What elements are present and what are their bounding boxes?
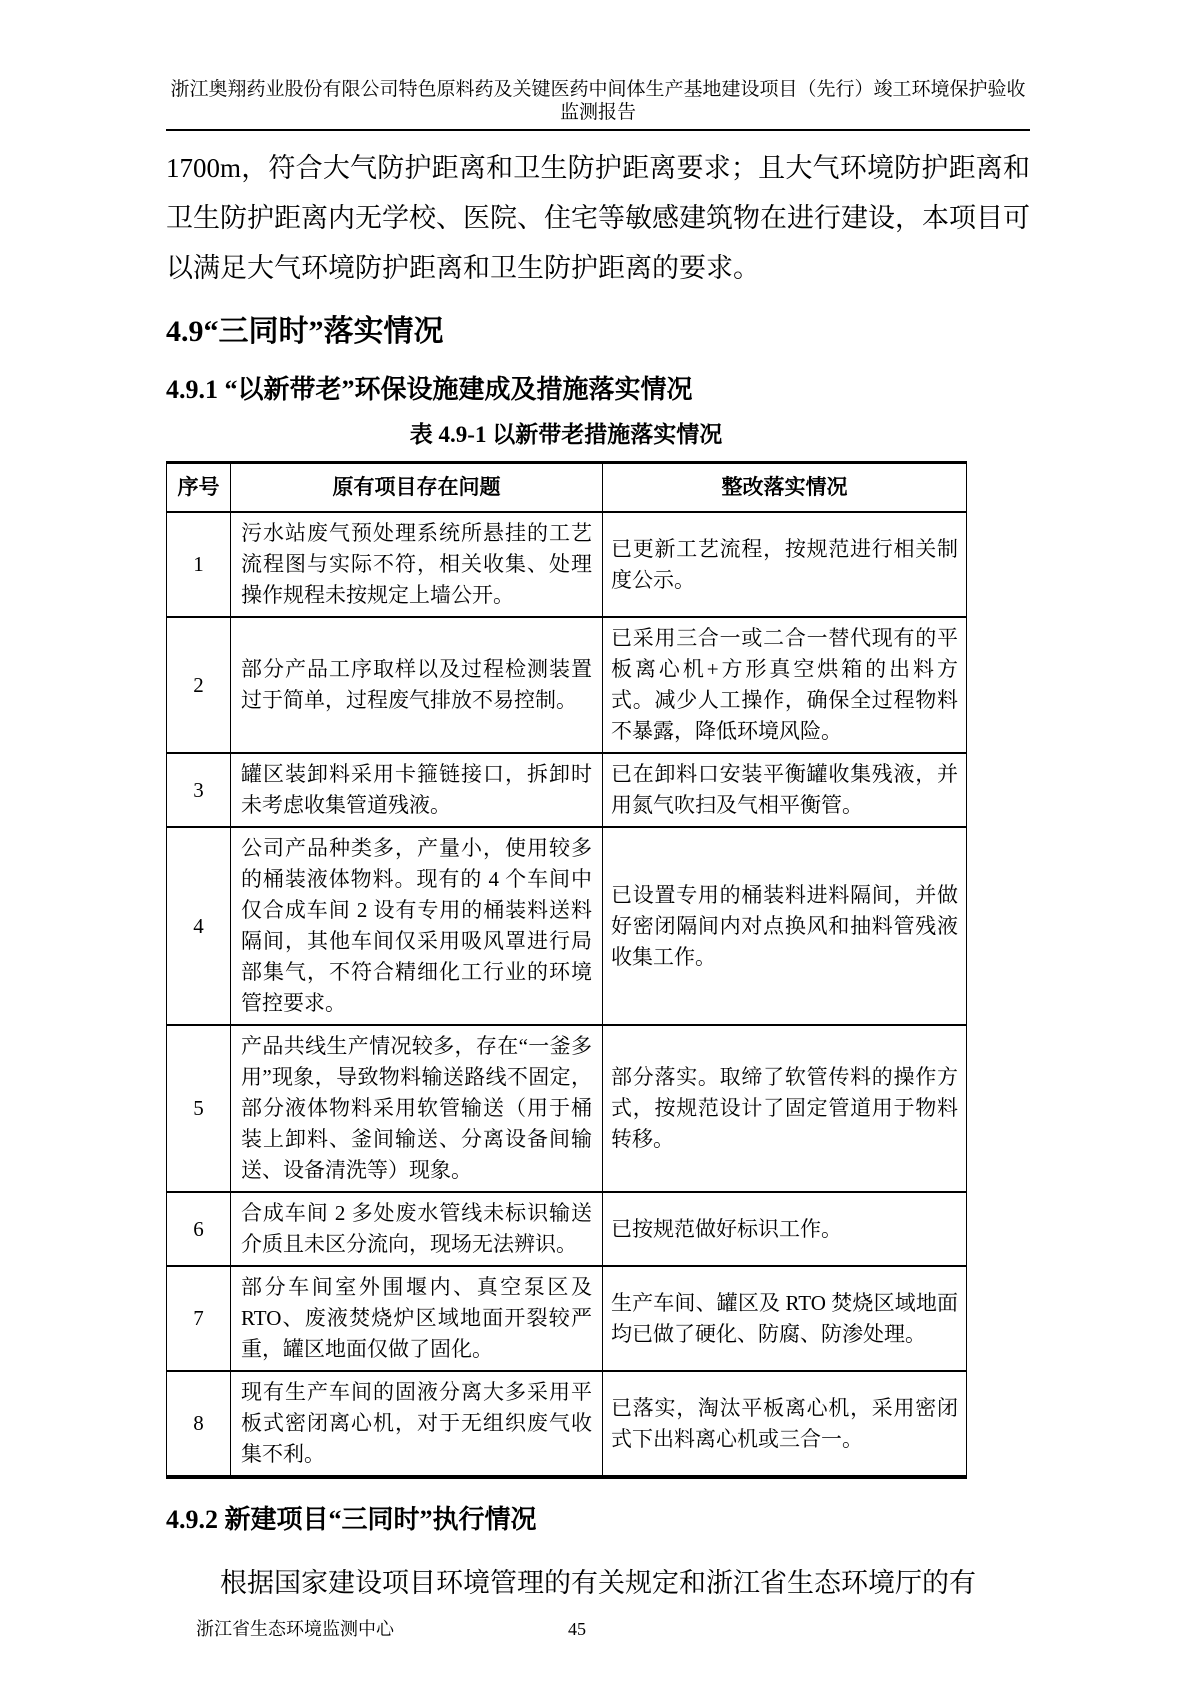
- row-number-cell: 1: [167, 512, 231, 617]
- measures-table: [166, 461, 967, 1479]
- table-row: [167, 753, 967, 827]
- row-number-cell: 3: [167, 753, 231, 827]
- table-row: [167, 617, 967, 753]
- col-header-action: 整改落实情况: [603, 463, 967, 513]
- row-number-cell: 7: [167, 1266, 231, 1371]
- problem-cell: 污水站废气预处理系统所悬挂的工艺流程图与实际不符，相关收集、处理操作规程未按规定上墙公开。: [231, 512, 603, 617]
- table-header-row: [167, 463, 967, 513]
- row-number-cell: 4: [167, 827, 231, 1025]
- problem-cell: 罐区装卸料采用卡箍链接口，拆卸时未考虑收集管道残液。: [231, 753, 603, 827]
- table-row: [167, 1192, 967, 1266]
- action-cell: 已在卸料口安装平衡罐收集残液，并用氮气吹扫及气相平衡管。: [603, 753, 967, 827]
- row-number-cell: 2: [167, 617, 231, 753]
- closing-paragraph: 根据国家建设项目环境管理的有关规定和浙江省生态环境厅的有: [220, 1568, 976, 1598]
- table-row: [167, 1266, 967, 1371]
- page-header: 浙江奥翔药业股份有限公司特色原料药及关键医药中间体生产基地建设项目（先行）竣工环境保护验收监测报告: [166, 78, 1030, 131]
- table-caption: 表 4.9-1 以新带老措施落实情况: [409, 422, 723, 447]
- section-4-9-2-heading: 4.9.2 新建项目“三同时”执行情况: [166, 1505, 537, 1534]
- action-cell: 部分落实。取缔了软管传料的操作方式，按规范设计了固定管道用于物料转移。: [603, 1025, 967, 1192]
- row-number-cell: 5: [167, 1025, 231, 1192]
- table-row: [167, 1371, 967, 1477]
- table-row: [167, 512, 967, 617]
- action-cell: 已按规范做好标识工作。: [603, 1192, 967, 1266]
- table-row: [167, 827, 967, 1025]
- action-cell: 已采用三合一或二合一替代现有的平板离心机+方形真空烘箱的出料方式。减少人工操作，确保全过程物料不暴露，降低环境风险。: [603, 617, 967, 753]
- intro-paragraph: 1700m，符合大气防护距离和卫生防护距离要求；且大气环境防护距离和卫生防护距离内无学校、医院、住宅等敏感建筑物在进行建设，本项目可以满足大气环境防护距离和卫生防护距离的要求。: [166, 153, 1030, 283]
- page-number: 45: [568, 1619, 586, 1639]
- section-4-9-heading: 4.9“三同时”落实情况: [166, 315, 444, 348]
- action-cell: 已设置专用的桶装料进料隔间，并做好密闭隔间内对点换风和抽料管残液收集工作。: [603, 827, 967, 1025]
- footer-organization: 浙江省生态环境监测中心: [196, 1619, 394, 1639]
- col-header-problem: 原有项目存在问题: [231, 463, 603, 513]
- problem-cell: 现有生产车间的固液分离大多采用平板式密闭离心机，对于无组织废气收集不利。: [231, 1371, 603, 1477]
- col-header-index: 序号: [167, 463, 231, 513]
- problem-cell: 公司产品种类多，产量小，使用较多的桶装液体物料。现有的 4 个车间中仅合成车间 2 设有专用的桶装料送料隔间，其他车间仅采用吸风罩进行局部集气，不符合精细化工行业的环境管控要求。: [231, 827, 603, 1025]
- section-4-9-1-heading: 4.9.1 “以新带老”环保设施建成及措施落实情况: [166, 375, 693, 404]
- row-number-cell: 6: [167, 1192, 231, 1266]
- table-block: [166, 421, 966, 1479]
- action-cell: 已更新工艺流程，按规范进行相关制度公示。: [603, 512, 967, 617]
- problem-cell: 部分车间室外围堰内、真空泵区及RTO、废液焚烧炉区域地面开裂较严重，罐区地面仅做了固化。: [231, 1266, 603, 1371]
- table-row: [167, 1025, 967, 1192]
- action-cell: 已落实，淘汰平板离心机，采用密闭式下出料离心机或三合一。: [603, 1371, 967, 1477]
- action-cell: 生产车间、罐区及 RTO 焚烧区域地面均已做了硬化、防腐、防渗处理。: [603, 1266, 967, 1371]
- row-number-cell: 8: [167, 1371, 231, 1477]
- problem-cell: 产品共线生产情况较多，存在“一釜多用”现象，导致物料输送路线不固定，部分液体物料采用软管输送（用于桶装上卸料、釜间输送、分离设备间输送、设备清洗等）现象。: [231, 1025, 603, 1192]
- problem-cell: 部分产品工序取样以及过程检测装置过于简单，过程废气排放不易控制。: [231, 617, 603, 753]
- problem-cell: 合成车间 2 多处废水管线未标识输送介质且未区分流向，现场无法辨识。: [231, 1192, 603, 1266]
- page-footer: [166, 1618, 1030, 1640]
